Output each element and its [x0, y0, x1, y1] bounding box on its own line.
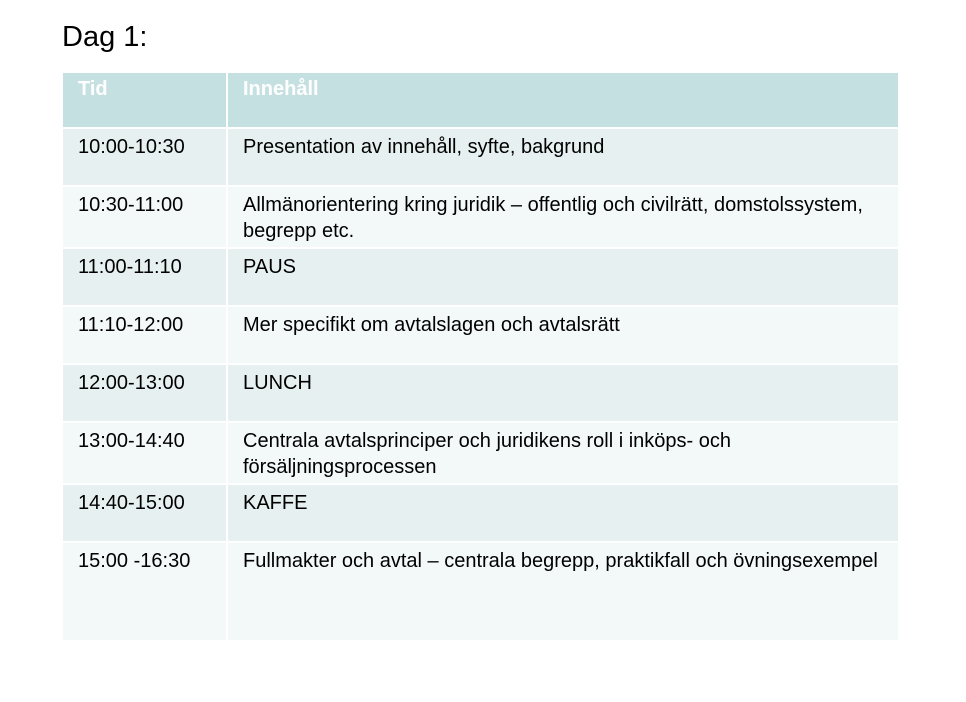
content-cell: LUNCH — [227, 364, 898, 422]
table-row — [63, 128, 898, 186]
time-cell: 12:00-13:00 — [63, 364, 227, 422]
time-cell: 14:40-15:00 — [63, 484, 227, 542]
content-cell: Centrala avtalsprinciper och juridikens roll i inköps- och försäljningsprocessen — [227, 422, 898, 484]
table-header-row — [63, 72, 898, 128]
schedule-table — [63, 71, 898, 642]
table-row — [63, 248, 898, 306]
column-header-time: Tid — [63, 72, 227, 128]
content-cell: Presentation av innehåll, syfte, bakgrund — [227, 128, 898, 186]
time-cell: 10:00-10:30 — [63, 128, 227, 186]
content-cell: PAUS — [227, 248, 898, 306]
column-header-content: Innehåll — [227, 72, 898, 128]
content-cell: Mer specifikt om avtalslagen och avtalsrätt — [227, 306, 898, 364]
table-row — [63, 484, 898, 542]
time-cell: 11:00-11:10 — [63, 248, 227, 306]
table-row — [63, 186, 898, 248]
table-row — [63, 364, 898, 422]
content-cell: Fullmakter och avtal – centrala begrepp, praktikfall och övningsexempel — [227, 542, 898, 641]
page-title: Dag 1: — [62, 21, 148, 53]
content-cell: KAFFE — [227, 484, 898, 542]
table-row — [63, 542, 898, 641]
table-row — [63, 422, 898, 484]
table-row — [63, 306, 898, 364]
time-cell: 13:00-14:40 — [63, 422, 227, 484]
time-cell: 11:10-12:00 — [63, 306, 227, 364]
content-cell: Allmänorientering kring juridik – offentlig och civilrätt, domstolssystem, begrepp etc. — [227, 186, 898, 248]
time-cell: 15:00 -16:30 — [63, 542, 227, 641]
time-cell: 10:30-11:00 — [63, 186, 227, 248]
